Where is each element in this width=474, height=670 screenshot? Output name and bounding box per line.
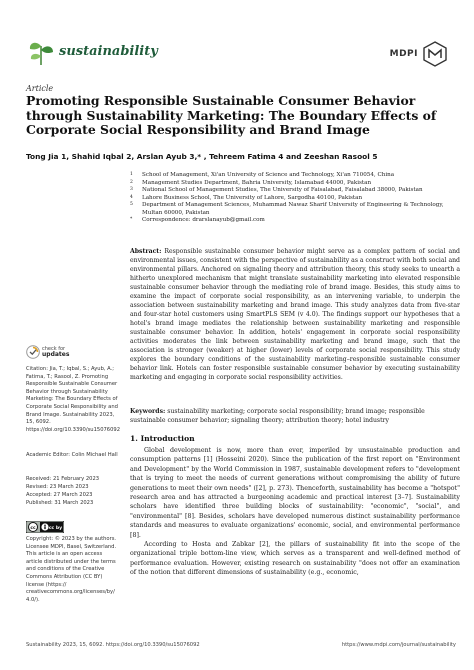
page-footer [26,642,456,652]
revised-date: Revised: 23 March 2023 [26,484,89,490]
footer-citation[interactable]: Sustainability 2023, 15, 6092. https://doi.org/10.3390/su15076092 [26,642,200,648]
copyright-notice: Copyright: © 2023 by the authors. Licensee MDPI, Basel, Switzerland. This article is an open access article distributed under the terms and conditions of the Creative Commons Attribution (CC BY) license (https:// creativecommons.org/licenses/by/ 4.0/). [26,536,117,603]
keywords-text: sustainability marketing; corporate social responsibility; brand image; responsible sustainable consumer behavior; signaling theory; attribution theory; hotel industry [130,408,425,424]
journal-leaf-logo-icon [26,38,56,68]
paragraph: According to Hosta and Zabkar [2], the pillars of sustainability fit into the scope of the organizational triple bottom-line view, which serves as a transparent and well-defined method of performance evaluation. However, existing research on sustainability "does not offer an examination of the notion that different dimensions of sustainability (e.g., economic, [130,541,460,577]
section-title: 1. Introduction [130,434,195,443]
check-updates-icon [26,345,40,359]
author-list[interactable]: Tong Jia 1, Shahid Iqbal 2, Arslan Ayub 3,* , Tehreem Fatima 4 and Zeeshan Rasool 5 [26,152,378,161]
publisher-name: MDPI [389,49,418,59]
affiliation-item: 3 National School of Management Studies, The University of Faisalabad, Faisalabad 38000, Pakistan [130,187,423,193]
affiliations [130,172,460,225]
paragraph: Global development is now, more than ever, imperiled by unsustainable production and consumption patterns [1] (Hosseini 2020). Since the publication of the first report on "Environment and Development" by the World Commission in 1987, sustainable development refers to "development that is trying to meet the needs of current generations without compromising the ability of future generations to meet their own needs" ([2], p. 273). Thenceforth, sustainability has become a "hotspot" research area and has attracted a burgeoning academic and practical interest [3–7]. Sustainability scholars have identified three building blocks of sustainability: "economic", "social", and "environmental" [8]. Besides, scholars have developed numerous distinct sustainability performance standards and measures to evaluate organizations' economic, social, and environmental performance [8]. [130,447,460,539]
abstract-label: Abstract: [130,248,162,255]
citation[interactable]: Citation: Jia, T.; Iqbal, S.; Ayub, A.; Fatima, T.; Rasool, Z. Promoting Responsible Sustainable Consumer Behavior through Sustainability Marketing: The Boundary Effects of Corporate Social Responsibility and Brand Image. Sustainability 2023, 15, 6092. https://doi.org/10.3390/su15076092 [26,366,121,433]
article-type: Article [26,84,54,93]
journal-name[interactable]: sustainability [59,44,158,59]
check-for-updates-badge[interactable] [26,345,116,363]
abstract-text: Responsible sustainable consumer behavior might serve as a complex pattern of social and environmental issues, consistent with the perspective of sustainability as a construct with both social and environmental pillars. Anchored on signaling theory and attribution theory, this study seeks to unearth a hitherto unexplored mechanism that might translate sustainability marketing into elevated responsible sustainable consumer behavior through the mediating role of brand image. Besides, this study aims to examine the impact of corporate social responsibility, as an intervening variable, to underpin the association between sustainability marketing and brand image. This study analyzes data from five-star and four-star hotel customers using SmartPLS SEM (v 4.0). The findings support our hypotheses that a hotel's brand image mediates the relationship between sustainability marketing and responsible sustainable consumer behavior. In addition, hotels' engagement in corporate social responsibility activities moderates the link between sustainability marketing and brand image, such that the association is stronger (weaker) at higher (lower) levels of corporate social responsibility. This study explores the boundary conditions of the sustainability marketing–responsible sustainable consumer behavior link. Hotels can foster responsible sustainable consumer behavior by executing sustainability marketing and engaging in corporate social responsibility activities. [130,248,460,381]
correspondence[interactable]: * Correspondence: drarslanayub@gmail.com [130,217,265,223]
check-updates-bottom: updates [42,351,70,358]
affiliation-item: 4 Lahore Business School, The University of Lahore, Sargodha 40100, Pakistan [130,194,363,201]
svg-text:cc: cc [30,525,36,531]
check-updates-top: check for [42,346,66,352]
introduction-body [130,446,460,578]
affiliation-item: 2 Management Studies Department, Bahria University, Islamabad 44000, Pakistan [130,179,372,186]
journal-header [26,38,448,72]
cc-by-license-icon[interactable] [26,521,64,533]
affiliation-item: 5 Department of Management Sciences, Muhammad Nawaz Sharif University of Engineering & Technology, Multan 60000, Pakistan [130,202,444,216]
cc-label: cc by [48,526,63,531]
mdpi-logo-icon[interactable] [422,41,448,67]
accepted-date: Accepted: 27 March 2023 [26,492,93,498]
abstract [130,247,460,382]
keywords-label: Keywords: [130,408,166,415]
published-date: Published: 31 March 2023 [26,500,94,506]
keywords [130,407,460,425]
academic-editor: Academic Editor: Colin Michael Hall [26,452,118,458]
article-title: Promoting Responsible Sustainable Consumer Behavior through Sustainability Marketing: The Boundary Effects of Corporate Social Responsibility and Brand Image [26,93,437,137]
affiliation-item: 1 School of Management, Xi'an University of Science and Technology, Xi'an 710054, China [130,172,395,178]
footer-journal-link[interactable]: https://www.mdpi.com/journal/sustainability [341,642,456,648]
received-date: Received: 21 February 2023 [26,476,100,482]
